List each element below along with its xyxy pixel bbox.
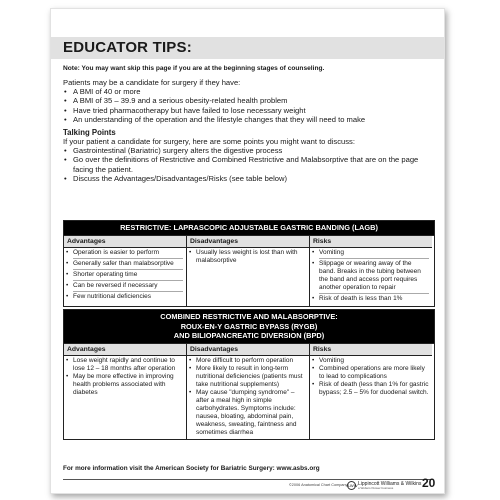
list-item: • Can be reversed if necessary xyxy=(73,282,183,292)
column-header: Disadvantages xyxy=(187,236,309,248)
talking-points-intro: If your patient a candidate for surgery, here are some points you might want to discuss: xyxy=(63,137,355,147)
list-item: • Discuss the Advantages/Disadvantages/Risks (see table below) xyxy=(73,174,435,183)
list-item: • Gastrointestinal (Bariatric) surgery alters the digestive process xyxy=(73,146,435,155)
list-item: • Combined operations are more likely to lead to complications xyxy=(319,365,429,381)
publisher-logo-icon: LWW xyxy=(348,483,358,488)
talking-points-heading: Talking Points xyxy=(63,128,116,138)
page-number: 20 xyxy=(422,476,436,490)
advantages-column xyxy=(64,236,187,306)
list-item: • May cause "dumping syndrome" – after a meal high in simple carbohydrates. Symptoms include: nausea, bloating, abdominal pain, weakness, sweating, faintness and sometimes diarrhea xyxy=(196,389,306,437)
list-item: • Go over the definitions of Restrictive and Combined Restrictive and Malabsorptive that are on the page facing the patient. xyxy=(73,155,435,173)
list-item: • Shorter operating time xyxy=(73,271,183,281)
page-title: EDUCATOR TIPS: xyxy=(63,39,192,56)
list-item: • Risk of death is less than 1% xyxy=(319,295,429,304)
disadvantages-column xyxy=(187,344,310,439)
publisher-logo xyxy=(347,481,421,490)
candidate-intro: Patients may be a candidate for surgery if they have: xyxy=(63,78,241,87)
list-item: • Risk of death (less than 1% for gastric bypass; 2.5 – 5% for duodenal switch. xyxy=(319,381,429,397)
list-item: • More likely to result in long-term nutritional deficiencies (patients must take nutritional supplements) xyxy=(196,365,306,389)
list-item: • A BMI of 40 or more xyxy=(73,87,435,96)
list-item: • More difficult to perform operation xyxy=(196,357,306,365)
list-item: • A BMI of 35 – 39.9 and a serious obesity-related health problem xyxy=(73,96,435,105)
publisher-subtitle: a Wolters Kluwer business xyxy=(358,486,394,490)
disadvantages-column xyxy=(187,236,310,306)
intro-section xyxy=(63,64,435,185)
list-item: • Have tried pharmacotherapy but have failed to lose necessary weight xyxy=(73,106,435,115)
column-header: Risks xyxy=(310,236,432,248)
table-heading-line: AND BILIOPANCREATIC DIVERSION (BPD) xyxy=(173,331,325,340)
column-header: Risks xyxy=(310,344,432,356)
table-heading xyxy=(64,310,434,343)
list-item: • Lose weight rapidly and continue to lose 12 – 18 months after operation xyxy=(73,357,183,373)
list-item: • Usually less weight is lost than with malabsorptive xyxy=(196,249,306,266)
footer-divider xyxy=(63,479,433,480)
risks-column xyxy=(310,236,432,306)
restrictive-table xyxy=(63,220,435,307)
publisher-name: Lippincott Williams & Wilkins xyxy=(358,481,422,487)
list-item: • Vomiting xyxy=(319,357,429,365)
risks-column xyxy=(310,344,432,439)
copyright-text: ©2006 Anatomical Chart Company xyxy=(289,483,348,487)
footer-text: For more information visit the American Society for Bariatric Surgery: www.asbs.org xyxy=(63,465,320,472)
list-item: • May be more effective in improving health problems associated with diabetes xyxy=(73,373,183,397)
list-item: • Generally safer than malabsorptive xyxy=(73,260,183,270)
table-heading-line: COMBINED RESTRICTIVE AND MALABSORPTIVE: xyxy=(160,312,338,321)
list-item: • An understanding of the operation and the lifestyle changes that they will need to make xyxy=(73,115,435,124)
table-heading: RESTRICTIVE: LAPRASCOPIC ADJUSTABLE GASTRIC BANDING (LAGB) xyxy=(64,221,434,235)
list-item: • Few nutritional deficiencies xyxy=(73,293,183,302)
note-text: Note: You may want skip this page if you are at the beginning stages of counseling. xyxy=(63,65,325,72)
combined-table xyxy=(63,309,435,440)
column-header: Advantages xyxy=(64,344,186,356)
column-header: Disadvantages xyxy=(187,344,309,356)
table-heading-line: ROUX-EN-Y GASTRIC BYPASS (RYGB) xyxy=(180,321,318,331)
list-item: • Vomiting xyxy=(319,249,429,259)
talking-points-list xyxy=(63,146,435,183)
column-header: Advantages xyxy=(64,236,186,248)
document-page xyxy=(50,8,445,494)
advantages-column xyxy=(64,344,187,439)
list-item: • Operation is easier to perform xyxy=(73,249,183,259)
list-item: • Slippage or wearing away of the band. Breaks in the tubing between the band and access port requires another operation to repair xyxy=(319,260,429,294)
criteria-list xyxy=(63,87,435,124)
